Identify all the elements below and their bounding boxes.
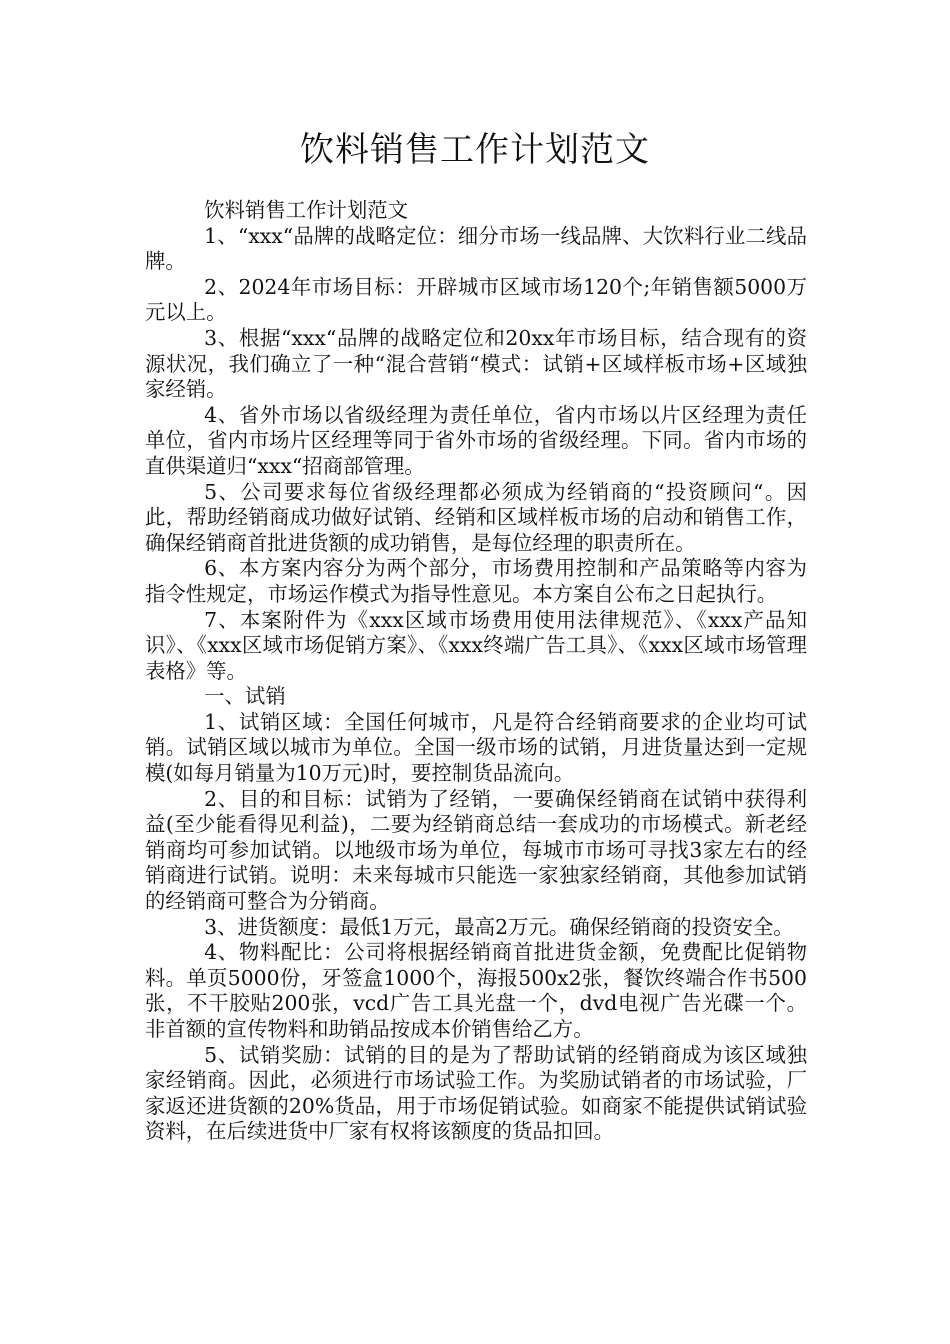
paragraph-subtitle: 饮料销售工作计划范文	[204, 198, 409, 222]
paragraph-trial-5: 5、试销奖励：试销的目的是为了帮助试销的经销商成为该区域独家经销商。因此，必须进行市场试验工作。为奖励试销者的市场试验，厂家返还进货额的20%货品，用于市场促销试验。如商家不能提供试销试验资料，在后续进货中厂家有权将该额度的货品扣回。	[145, 1042, 807, 1144]
paragraph-trial-2: 2、目的和目标：试销为了经销，一要确保经销商在试销中获得利益(至少能看得见利益)，二要为经销商总结一套成功的市场模式。新老经销商均可参加试销。以地级市场为单位，每城市市场可寻找3家左右的经销商进行试销。说明：未来每城市只能选一家独家经销商，其他参加试销的经销商可整合为分销商。	[145, 786, 807, 914]
paragraph-item-7: 7、本案附件为《xxx区域市场费用使用法律规范》、《xxx产品知识》、《xxx区域市场促销方案》、《xxx终端广告工具》、《xxx区域市场管理表格》等。	[145, 607, 807, 683]
document-body	[145, 198, 807, 1145]
paragraph-trial-3: 3、进货额度：最低1万元，最高2万元。确保经销商的投资安全。	[204, 914, 794, 939]
paragraph-trial-4: 4、物料配比：公司将根据经销商首批进货金额，免费配比促销物料。单页5000份，牙签盒1000个，海报500x2张，餐饮终端合作书500张，不干胶贴200张，vcd广告工具光盘一个，dvd电视广告光碟一个。非首额的宣传物料和助销品按成本价销售给乙方。	[145, 940, 807, 1041]
document-title: 饮料销售工作计划范文	[300, 130, 650, 170]
paragraph-item-1: 1、“xxx“品牌的战略定位：细分市场一线品牌、大饮料行业二线品牌。	[145, 223, 807, 274]
paragraph-item-6: 6、本方案内容分为两个部分，市场费用控制和产品策略等内容为指令性规定，市场运作模式为指导性意见。本方案自公布之日起执行。	[145, 556, 807, 606]
paragraph-item-3: 3、根据“xxx“品牌的战略定位和20xx年市场目标，结合现有的资源状况，我们确立了一种“混合营销“模式：试销+区域样板市场+区域独家经销。	[145, 325, 807, 402]
paragraph-trial-1: 1、试销区域：全国任何城市，凡是符合经销商要求的企业均可试销。试销区域以城市为单位。全国一级市场的试销，月进货量达到一定规模(如每月销量为10万元)时，要控制货品流向。	[145, 709, 807, 786]
paragraph-item-5: 5、公司要求每位省级经理都必须成为经销商的“投资顾问“。因此，帮助经销商成功做好试销、经销和区域样板市场的启动和销售工作，确保经销商首批进货额的成功销售，是每位经理的职责所在。	[145, 479, 807, 555]
paragraph-item-2: 2、2024年市场目标：开辟城市区域市场120个;年销售额5000万元以上。	[145, 274, 807, 325]
paragraph-item-4: 4、省外市场以省级经理为责任单位，省内市场以片区经理为责任单位，省内市场片区经理等同于省外市场的省级经理。下同。省内市场的直供渠道归“xxx“招商部管理。	[145, 402, 807, 478]
section-heading-trial-sales: 一、试销	[204, 684, 286, 709]
